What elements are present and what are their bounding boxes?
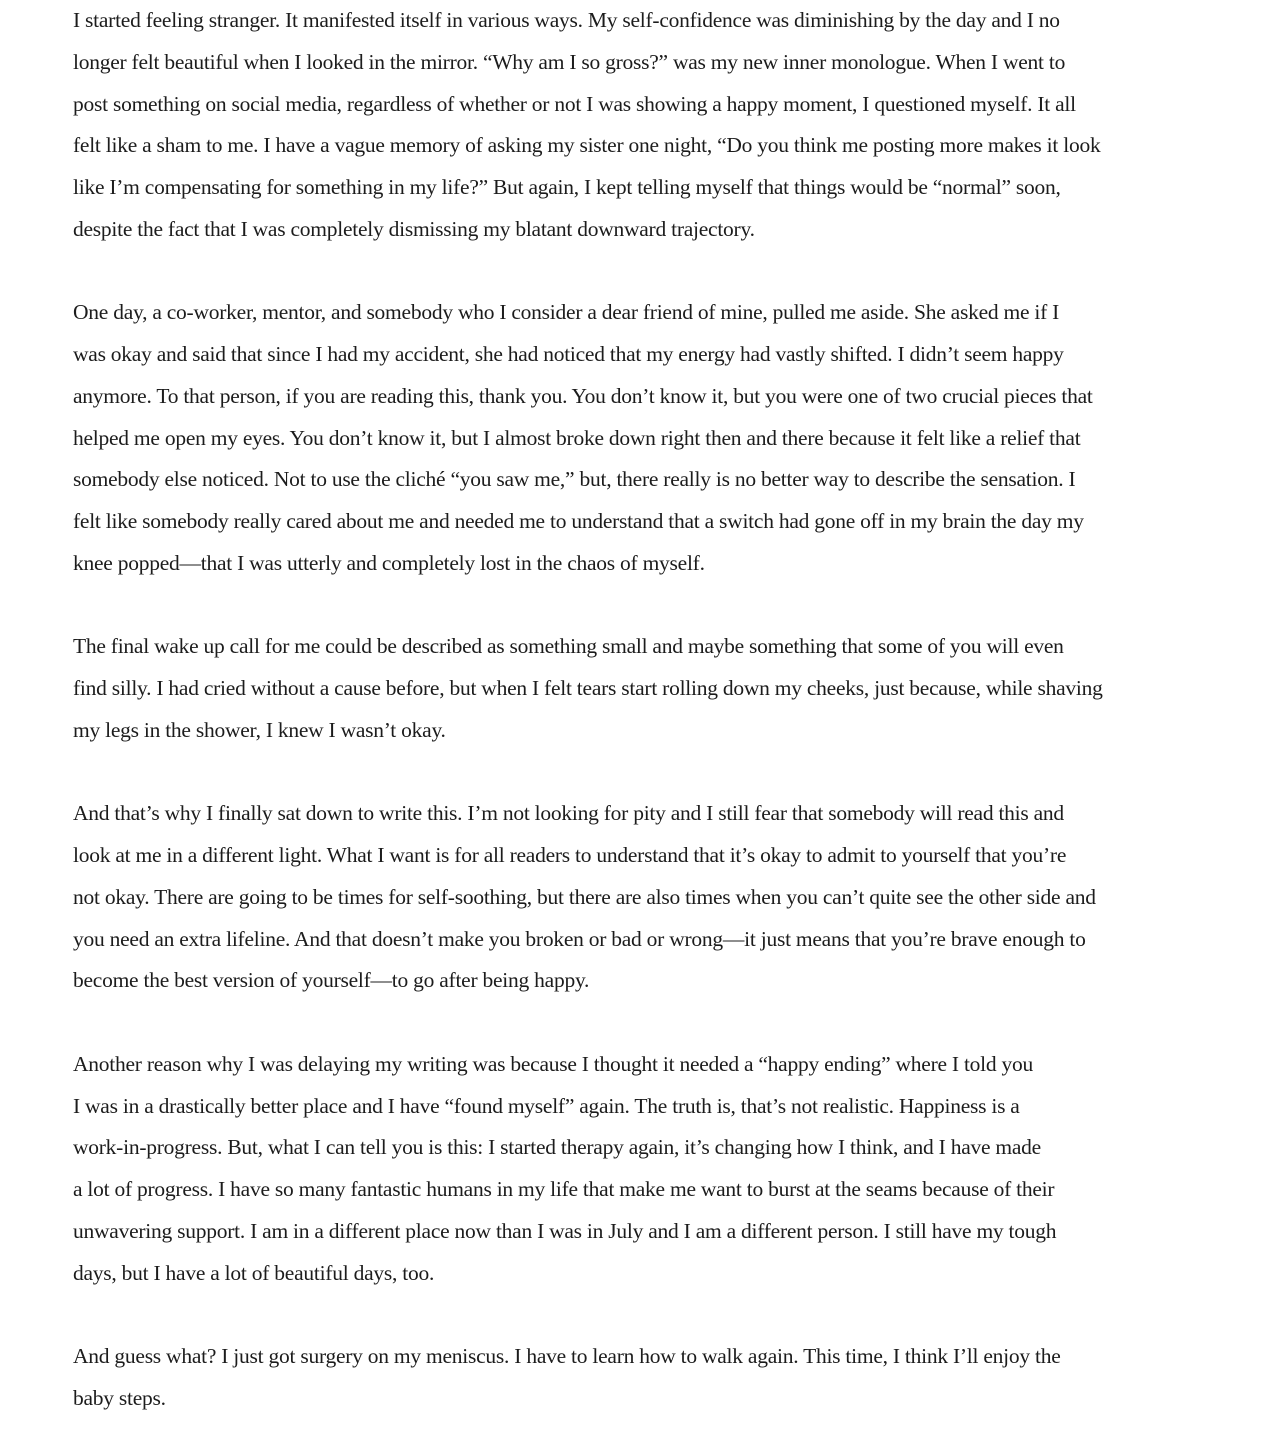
paragraph-line: a lot of progress. I have so many fantastic humans in my life that make me want to burst at the seams because of their: [73, 1177, 1055, 1202]
article-paragraph: [73, 292, 1213, 585]
article-paragraph: [73, 626, 1213, 751]
paragraph-line: I started feeling stranger. It manifested itself in various ways. My self-confidence was diminishing by the day and I no: [73, 8, 1060, 32]
article-body: [73, 0, 1213, 1420]
paragraph-line: Another reason why I was delaying my writing was because I thought it needed a “happy ending” where I told you: [73, 1051, 1034, 1076]
article-paragraph: [73, 1044, 1213, 1295]
paragraph-line: despite the fact that I was completely dismissing my blatant downward trajectory.: [73, 216, 755, 241]
paragraph-line: become the best version of yourself—to go after being happy.: [73, 968, 590, 993]
paragraph-line: find silly. I had cried without a cause before, but when I felt tears start rolling down my cheeks, just because, while shaving: [73, 676, 1103, 701]
paragraph-line: And guess what? I just got surgery on my meniscus. I have to learn how to walk again. This time, I think I’ll enjoy the: [73, 1344, 1061, 1369]
paragraph-line: knee popped—that I was utterly and completely lost in the chaos of myself.: [73, 551, 705, 576]
paragraph-line: One day, a co-worker, mentor, and somebody who I consider a dear friend of mine, pulled me aside. She asked me if I: [73, 300, 1060, 325]
paragraph-line: days, but I have a lot of beautiful days, too.: [73, 1260, 435, 1285]
paragraph-line: my legs in the shower, I knew I wasn’t okay.: [73, 717, 446, 742]
paragraph-line: look at me in a different light. What I want is for all readers to understand that it’s okay to admit to yourself that you’re: [73, 843, 1067, 868]
paragraph-line: felt like a sham to me. I have a vague memory of asking my sister one night, “Do you think me posting more makes it look: [73, 133, 1101, 158]
paragraph-line: you need an extra lifeline. And that doesn’t make you broken or bad or wrong—it just means that you’re brave enough to: [73, 926, 1086, 951]
paragraph-line: work-in-progress. But, what I can tell you is this: I started therapy again, it’s changing how I think, and I have made: [73, 1135, 1041, 1160]
paragraph-line: longer felt beautiful when I looked in the mirror. “Why am I so gross?” was my new inner monologue. When I went to: [73, 49, 1066, 74]
paragraph-line: post something on social media, regardless of whether or not I was showing a happy moment, I questioned myself. It all: [73, 91, 1076, 116]
article-paragraph: [73, 1336, 1213, 1420]
article-paragraph: [73, 0, 1213, 251]
paragraph-line: somebody else noticed. Not to use the cliché “you saw me,” but, there really is no better way to describe the sensation. I: [73, 467, 1076, 492]
paragraph-line: I was in a drastically better place and I have “found myself” again. The truth is, that’s not realistic. Happiness is a: [73, 1093, 1020, 1118]
paragraph-line: And that’s why I finally sat down to write this. I’m not looking for pity and I still fear that somebody will read this and: [73, 801, 1064, 826]
article-paragraph: [73, 793, 1213, 1002]
paragraph-line: felt like somebody really cared about me and needed me to understand that a switch had gone off in my brain the day my: [73, 509, 1084, 534]
paragraph-line: The final wake up call for me could be described as something small and maybe something that some of you will even: [73, 634, 1064, 659]
paragraph-line: baby steps.: [73, 1385, 166, 1410]
paragraph-line: unwavering support. I am in a different place now than I was in July and I am a different person. I still have my tough: [73, 1218, 1057, 1243]
paragraph-line: like I’m compensating for something in my life?” But again, I kept telling myself that things would be “normal” soon,: [73, 175, 1061, 200]
paragraph-line: anymore. To that person, if you are reading this, thank you. You don’t know it, but you were one of two crucial pieces that: [73, 383, 1093, 408]
paragraph-line: was okay and said that since I had my accident, she had noticed that my energy had vastly shifted. I didn’t seem happy: [73, 342, 1064, 367]
paragraph-line: not okay. There are going to be times for self-soothing, but there are also times when you can’t quite see the other side and: [73, 884, 1096, 909]
paragraph-line: helped me open my eyes. You don’t know it, but I almost broke down right then and there because it felt like a relief that: [73, 425, 1081, 450]
